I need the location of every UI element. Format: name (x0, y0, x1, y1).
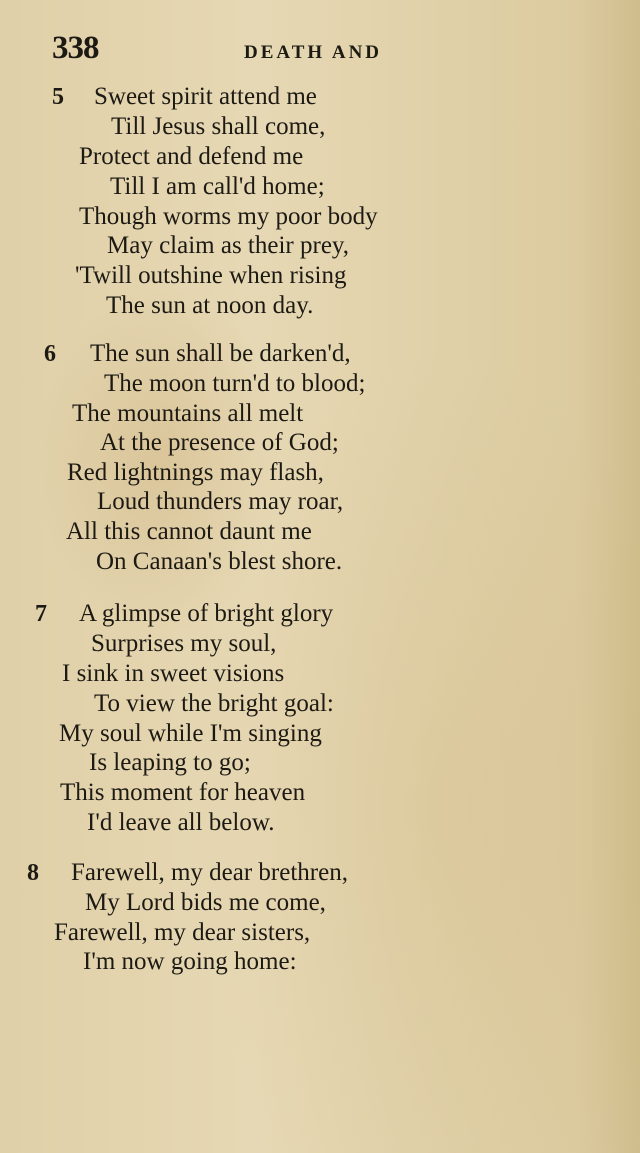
verse-line: 'Twill outshine when rising (75, 262, 347, 289)
page-header (52, 30, 452, 70)
verse-line: The sun at noon day. (106, 292, 314, 319)
running-title: DEATH AND (244, 42, 383, 63)
verse-line: All this cannot daunt me (66, 518, 312, 545)
page-number: 338 (52, 30, 99, 66)
verse-line: Though worms my poor body (79, 203, 378, 230)
verse-line: I'd leave all below. (87, 809, 275, 836)
verse-line: Sweet spirit attend me (94, 83, 317, 110)
verse-line: The mountains all melt (72, 400, 304, 427)
verse-line: The moon turn'd to blood; (104, 370, 366, 397)
verse-line: Is leaping to go; (89, 749, 251, 776)
verse-line: My Lord bids me come, (85, 889, 326, 916)
verse-line: Loud thunders may roar, (97, 488, 344, 515)
verse-line: Till I am call'd home; (110, 173, 325, 200)
verse-line: My soul while I'm singing (59, 720, 322, 747)
verse-line: On Canaan's blest shore. (96, 548, 343, 575)
verse-line: At the presence of God; (100, 429, 339, 456)
verse-line: Surprises my soul, (91, 630, 277, 657)
verse-line: I sink in sweet visions (62, 660, 285, 687)
verse-line: The sun shall be darken'd, (90, 340, 351, 367)
verse-line: Till Jesus shall come, (111, 113, 326, 140)
verse-line: To view the bright goal: (94, 690, 334, 717)
verse-line: Protect and defend me (79, 143, 304, 170)
verse-line: Farewell, my dear brethren, (71, 859, 348, 886)
verse-line: A glimpse of bright glory (79, 600, 334, 627)
verse-line: I'm now going home: (83, 948, 297, 975)
stanza-number: 7 (35, 601, 47, 627)
verse-line: Red lightnings may flash, (67, 459, 324, 486)
stanza-number: 8 (27, 860, 39, 886)
verse-line: This moment for heaven (60, 779, 306, 806)
stanza-number: 5 (52, 84, 64, 110)
verse-line: May claim as their prey, (107, 232, 350, 259)
stanza-number: 6 (44, 341, 56, 367)
verse-line: Farewell, my dear sisters, (54, 919, 311, 946)
